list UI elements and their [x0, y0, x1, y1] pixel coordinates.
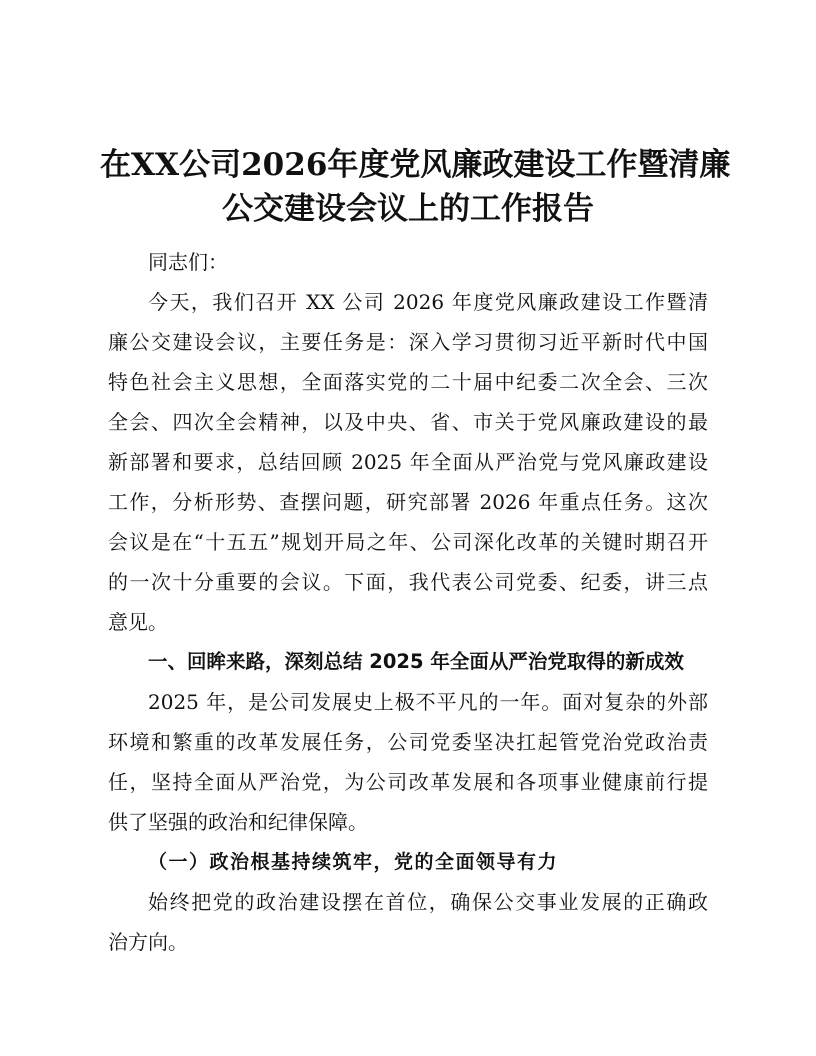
intro-paragraph-line: 会议是在“十五五”规划开局之年、公司深化改革的关键时期召开 [108, 530, 708, 554]
intro-paragraph-line: 廉公交建设会议，主要任务是：深入学习贯彻习近平新时代中国 [108, 330, 708, 354]
subsection-heading-1: （一）政治根基持续筑牢，党的全面领导有力 [148, 851, 559, 873]
intro-paragraph-line: 特色社会主义思想，全面落实党的二十届中纪委二次全会、三次 [108, 370, 708, 394]
intro-paragraph-line: 新部署和要求，总结回顾 2025 年全面从严治党与党风廉政建设 [108, 450, 708, 474]
section1-paragraph-line: 环境和繁重的改革发展任务，公司党委坚决扛起管党治党政治责 [108, 730, 708, 754]
subsection1-paragraph-line: 始终把党的政治建设摆在首位，确保公交事业发展的正确政 [148, 890, 708, 914]
intro-paragraph-line: 今天，我们召开 XX 公司 2026 年度党风廉政建设工作暨清 [148, 290, 708, 314]
subsection1-paragraph-line: 治方向。 [108, 930, 188, 954]
intro-paragraph-line: 意见。 [108, 610, 168, 634]
greeting: 同志们： [148, 250, 228, 274]
intro-paragraph-line: 全会、四次全会精神，以及中央、省、市关于党风廉政建设的最 [108, 410, 708, 434]
section1-paragraph-line: 供了坚强的政治和纪律保障。 [108, 810, 368, 834]
section1-paragraph-line: 任，坚持全面从严治党，为公司改革发展和各项事业健康前行提 [108, 770, 708, 794]
document-title-line-2: 公交建设会议上的工作报告 [222, 191, 594, 227]
section1-paragraph-line: 2025 年，是公司发展史上极不平凡的一年。面对复杂的外部 [148, 690, 708, 714]
section-heading-1: 一、回眸来路，深刻总结 2025 年全面从严治党取得的新成效 [148, 650, 684, 673]
intro-paragraph-line: 的一次十分重要的会议。下面，我代表公司党委、纪委，讲三点 [108, 570, 708, 594]
document-title-line-1: 在XX公司2026年度党风廉政建设工作暨清廉 [100, 147, 731, 183]
intro-paragraph-line: 工作，分析形势、查摆问题，研究部署 2026 年重点任务。这次 [108, 490, 708, 514]
